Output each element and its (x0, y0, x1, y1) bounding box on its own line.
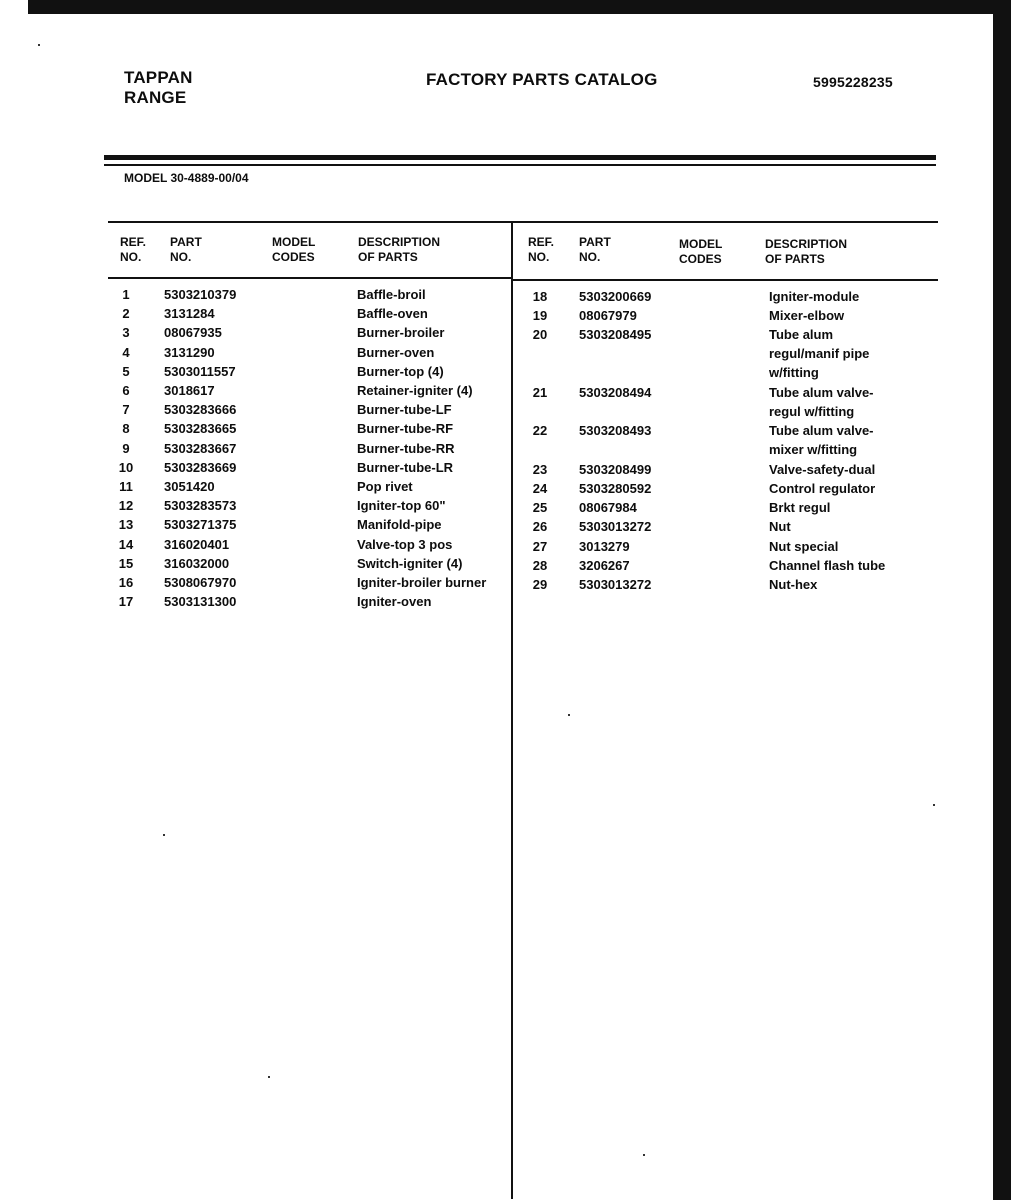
description-line: Switch-igniter (4) (357, 555, 463, 571)
ref-number: 20 (532, 327, 548, 343)
description-line: Retainer-igniter (4) (357, 383, 473, 398)
scan-speck (163, 834, 165, 836)
ref-number: 16 (118, 575, 134, 590)
part-number: 5303011557 (164, 363, 236, 379)
part-number: 5303283666 (164, 402, 237, 418)
description-line: Burner-tube-RR (357, 440, 455, 456)
part-description (357, 323, 444, 342)
part-description (769, 517, 791, 536)
left-part-header: PART NO. (170, 235, 202, 264)
ref-number: 11 (119, 479, 133, 494)
part-description (357, 419, 453, 438)
description-line: w/fitting (769, 365, 819, 381)
ref-number: 14 (118, 536, 134, 552)
description-line: Tube alum (769, 327, 834, 343)
ref-number: 19 (532, 308, 548, 324)
parts-catalog-page (28, 14, 993, 1200)
part-number: 5303283667 (164, 440, 237, 456)
scan-border-right (993, 0, 1011, 1200)
ref-number: 15 (118, 555, 134, 571)
part-description (769, 537, 838, 556)
part-description (769, 325, 869, 382)
description-line: Control regulator (769, 481, 876, 496)
part-description (357, 343, 434, 362)
left-header-rule (108, 277, 512, 279)
catalog-title: FACTORY PARTS CATALOG (426, 70, 658, 89)
part-number: 5303271375 (164, 517, 237, 533)
part-description (357, 592, 431, 611)
right-part-header: PART NO. (579, 235, 611, 264)
description-line: Nut special (769, 538, 839, 554)
description-line: Nut (769, 519, 791, 535)
ref-number: 22 (532, 423, 548, 439)
description-line: mixer w/fitting (769, 442, 858, 458)
part-description (357, 554, 462, 573)
part-number: 5303208495 (579, 327, 652, 343)
ref-number: 7 (122, 402, 130, 418)
part-number: 08067979 (579, 308, 637, 324)
description-line: Tube alum valve- (769, 423, 874, 439)
part-number: 5303208499 (579, 461, 652, 477)
part-number: 5303280592 (579, 481, 652, 496)
description-line: Burner-tube-LR (357, 459, 454, 475)
part-number: 08067935 (164, 325, 222, 341)
part-number: 316032000 (164, 555, 230, 571)
part-number: 5303283573 (164, 498, 237, 514)
ref-number: 26 (532, 519, 548, 535)
ref-number: 1 (122, 287, 130, 302)
ref-number: 21 (532, 385, 548, 400)
description-line: Igniter-top 60" (357, 498, 446, 514)
header-rule-thin (104, 164, 936, 166)
part-number: 5303208494 (579, 385, 652, 400)
brand-name: TAPPAN (124, 68, 193, 87)
part-number: 5303013272 (579, 519, 652, 535)
description-line: Nut-hex (769, 577, 818, 592)
description-line: Burner-oven (357, 344, 435, 360)
product-type: RANGE (124, 88, 187, 107)
part-description (769, 556, 885, 575)
scan-speck (568, 714, 570, 716)
table-top-rule (108, 221, 938, 223)
ref-number: 24 (532, 481, 548, 496)
description-line: Valve-top 3 pos (357, 536, 453, 552)
description-line: Valve-safety-dual (769, 461, 876, 477)
description-line: Burner-top (4) (357, 363, 444, 379)
description-line: Baffle-broil (357, 287, 426, 302)
ref-number: 17 (118, 594, 134, 610)
description-line: Burner-tube-LF (357, 402, 452, 418)
description-line: Tube alum valve- (769, 385, 874, 400)
ref-number: 13 (118, 517, 134, 533)
ref-number: 6 (122, 383, 130, 398)
header-rule-thick (104, 155, 936, 160)
part-number: 5308067970 (164, 575, 237, 590)
brand-block (124, 68, 193, 108)
scan-border-top (0, 0, 1011, 14)
ref-number: 18 (532, 289, 548, 304)
ref-number: 23 (532, 461, 548, 477)
ref-number: 27 (532, 538, 548, 554)
scan-speck (643, 1154, 645, 1156)
description-line: Burner-tube-RF (357, 421, 454, 437)
scan-speck (933, 804, 935, 806)
part-number: 5303131300 (164, 594, 237, 610)
description-line: Baffle-oven (357, 306, 428, 322)
part-number: 3206267 (579, 557, 630, 573)
part-number: 316020401 (164, 536, 230, 552)
description-line: Burner-broiler (357, 325, 445, 341)
left-model-header: MODEL CODES (272, 235, 316, 264)
part-number: 5303208493 (579, 423, 652, 439)
right-desc-header: DESCRIPTION OF PARTS (765, 237, 848, 266)
part-number: 5303283669 (164, 459, 237, 475)
part-description (357, 573, 486, 592)
part-description (357, 362, 444, 381)
part-description (769, 479, 875, 498)
description-line: Igniter-broiler burner (357, 575, 487, 590)
part-description (769, 460, 875, 479)
ref-number: 2 (122, 306, 130, 322)
part-description (357, 285, 426, 304)
part-number: 3018617 (164, 383, 215, 398)
model-number: MODEL 30-4889-00/04 (124, 171, 249, 185)
description-line: Brkt regul (769, 500, 831, 516)
ref-number: 12 (118, 498, 134, 514)
ref-number: 25 (532, 500, 548, 516)
part-description (769, 498, 830, 517)
part-number: 3013279 (579, 538, 630, 554)
part-number: 3131290 (164, 344, 215, 360)
ref-number: 3 (122, 325, 130, 341)
ref-number: 8 (122, 421, 130, 437)
part-number: 5303283665 (164, 421, 237, 437)
left-desc-header: DESCRIPTION OF PARTS (358, 235, 441, 264)
part-description (357, 535, 452, 554)
description-line: regul w/fitting (769, 404, 855, 419)
scan-border-left (0, 0, 28, 1200)
part-number: 5303013272 (579, 577, 652, 592)
part-number: 5303210379 (164, 287, 237, 302)
ref-number: 28 (532, 557, 548, 573)
description-line: Mixer-elbow (769, 308, 845, 324)
part-description (357, 304, 428, 323)
ref-number: 9 (122, 440, 130, 456)
part-description (769, 306, 844, 325)
description-line: Manifold-pipe (357, 517, 442, 533)
part-description (357, 400, 452, 419)
description-line: Channel flash tube (769, 557, 886, 573)
part-description (769, 575, 817, 594)
part-description (769, 421, 874, 459)
left-ref-header: REF. NO. (120, 235, 147, 264)
description-line: Igniter-module (769, 289, 860, 304)
part-description (357, 439, 455, 458)
right-model-header: MODEL CODES (679, 237, 723, 266)
part-description (357, 496, 446, 515)
ref-number: 5 (122, 363, 130, 379)
part-description (357, 477, 413, 496)
part-number: 08067984 (579, 500, 637, 516)
ref-number: 29 (532, 577, 548, 592)
part-description (357, 458, 453, 477)
part-number: 3051420 (164, 479, 215, 494)
description-line: Pop rivet (357, 479, 413, 494)
right-ref-header: REF. NO. (528, 235, 555, 264)
catalog-number: 5995228235 (813, 74, 893, 90)
description-line: Igniter-oven (357, 594, 432, 610)
ref-number: 10 (118, 459, 134, 475)
scan-speck (38, 44, 40, 46)
part-description (357, 515, 442, 534)
part-number: 3131284 (164, 306, 215, 322)
description-line: regul/manif pipe (769, 346, 870, 362)
scan-speck (268, 1076, 270, 1078)
part-description (769, 287, 859, 306)
part-description (769, 383, 874, 421)
right-header-rule (512, 279, 938, 281)
part-description (357, 381, 473, 400)
part-number: 5303200669 (579, 289, 652, 304)
ref-number: 4 (122, 344, 130, 360)
column-divider (511, 221, 513, 1199)
